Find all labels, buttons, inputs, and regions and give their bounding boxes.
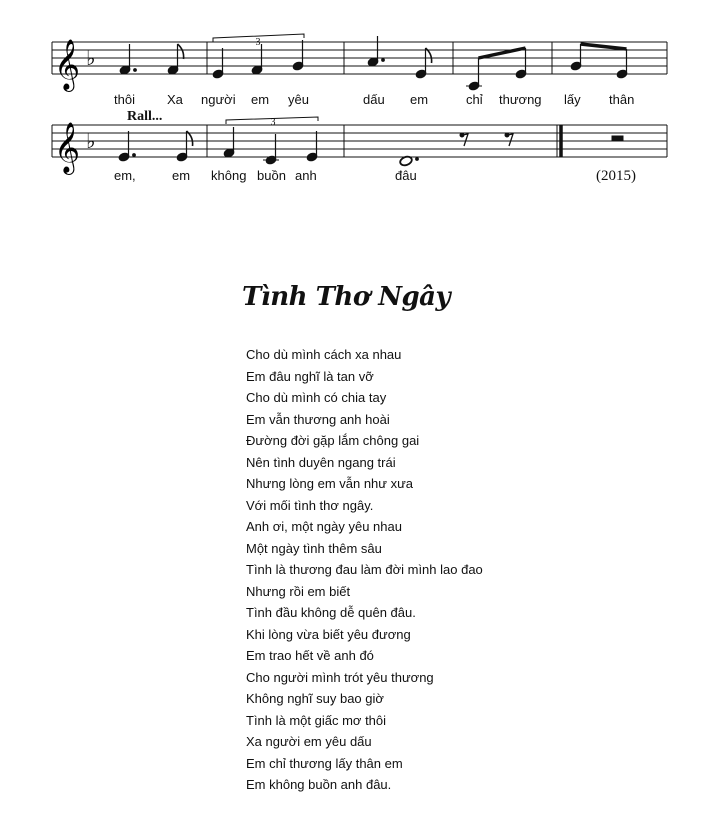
- lyric-syllable: thương: [499, 92, 542, 107]
- poem-line: Đường đời gặp lắm chông gai: [246, 433, 420, 448]
- lyric-syllable: em,: [114, 168, 136, 183]
- treble-clef-icon: 𝄞: [54, 122, 81, 173]
- poem-line: Cho người mình trót yêu thương: [246, 669, 434, 685]
- lyric-syllable: đâu: [395, 168, 417, 183]
- sheet-music: [0, 0, 713, 200]
- poem-line: Em đâu nghĩ là tan vỡ: [246, 368, 374, 384]
- triplet-number-label: 3: [255, 37, 261, 48]
- poem-line: Em không buồn anh đâu.: [246, 777, 392, 792]
- lyric-syllable: dấu: [363, 92, 385, 107]
- staff-2: [52, 125, 667, 157]
- lyric-syllable: chỉ: [466, 92, 483, 107]
- lyric-syllable: Xa: [167, 92, 183, 107]
- poem-line: Nên tình duyên ngang trái: [246, 454, 396, 470]
- lyric-syllable: thôi: [114, 92, 135, 107]
- poem-line: Anh ơi, một ngày yêu nhau: [246, 519, 402, 534]
- poem-line: Cho dù mình có chia tay: [246, 390, 387, 405]
- lyric-syllable: em: [172, 168, 191, 183]
- composition-year: (2015): [596, 168, 636, 184]
- poem-line: Em vẫn thương anh hoài: [246, 411, 390, 427]
- poem-line: Em chỉ thương lấy thân em: [246, 755, 403, 771]
- lyric-syllable: yêu: [288, 92, 309, 107]
- lyric-syllable: anh: [295, 168, 317, 183]
- lyric-syllable: em: [251, 92, 270, 107]
- tempo-marking: Rall...: [127, 109, 163, 124]
- poem-line: Xa người em yêu dấu: [246, 734, 372, 749]
- lyric-syllable: lấy: [564, 92, 581, 107]
- notes-2: [118, 117, 623, 167]
- system-2-lyrics: [114, 168, 417, 183]
- poem-line: Khi lòng vừa biết yêu đương: [246, 626, 411, 642]
- lyric-syllable: người: [201, 92, 236, 107]
- poem-line: Nhưng lòng em vẫn như xưa: [246, 476, 414, 491]
- poem-line: Tình là thương đau làm đời mình lao đao: [246, 562, 483, 577]
- poem-line: Cho dù mình cách xa nhau: [246, 347, 402, 362]
- poem-line: Không nghĩ suy bao giờ: [246, 691, 384, 706]
- poem-line: Em trao hết về anh đó: [246, 648, 374, 663]
- triplet-number-label: 3: [270, 117, 276, 128]
- poem-line: Tình đầu không dễ quên đâu.: [246, 605, 416, 620]
- lyric-syllable: không: [211, 168, 247, 183]
- poem-line: Một ngày tình thêm sâu: [246, 540, 382, 556]
- system-1-lyrics: [114, 92, 634, 107]
- lyric-syllable: em: [410, 92, 429, 107]
- poem-title: Tình Thơ Ngây: [242, 282, 451, 312]
- treble-clef-icon: 𝄞: [54, 39, 81, 90]
- poem-line: Tình là một giấc mơ thôi: [246, 712, 387, 728]
- lyric-syllable: buồn: [257, 168, 286, 183]
- lyric-syllable: thân: [609, 92, 635, 107]
- flat-key-signature-icon: ♭: [86, 46, 96, 70]
- poem-lines: [246, 344, 483, 796]
- poem-line: Với mối tình thơ ngây.: [246, 497, 374, 513]
- poem-line: Nhưng rồi em biết: [246, 583, 351, 599]
- flat-key-signature-icon: ♭: [86, 129, 96, 153]
